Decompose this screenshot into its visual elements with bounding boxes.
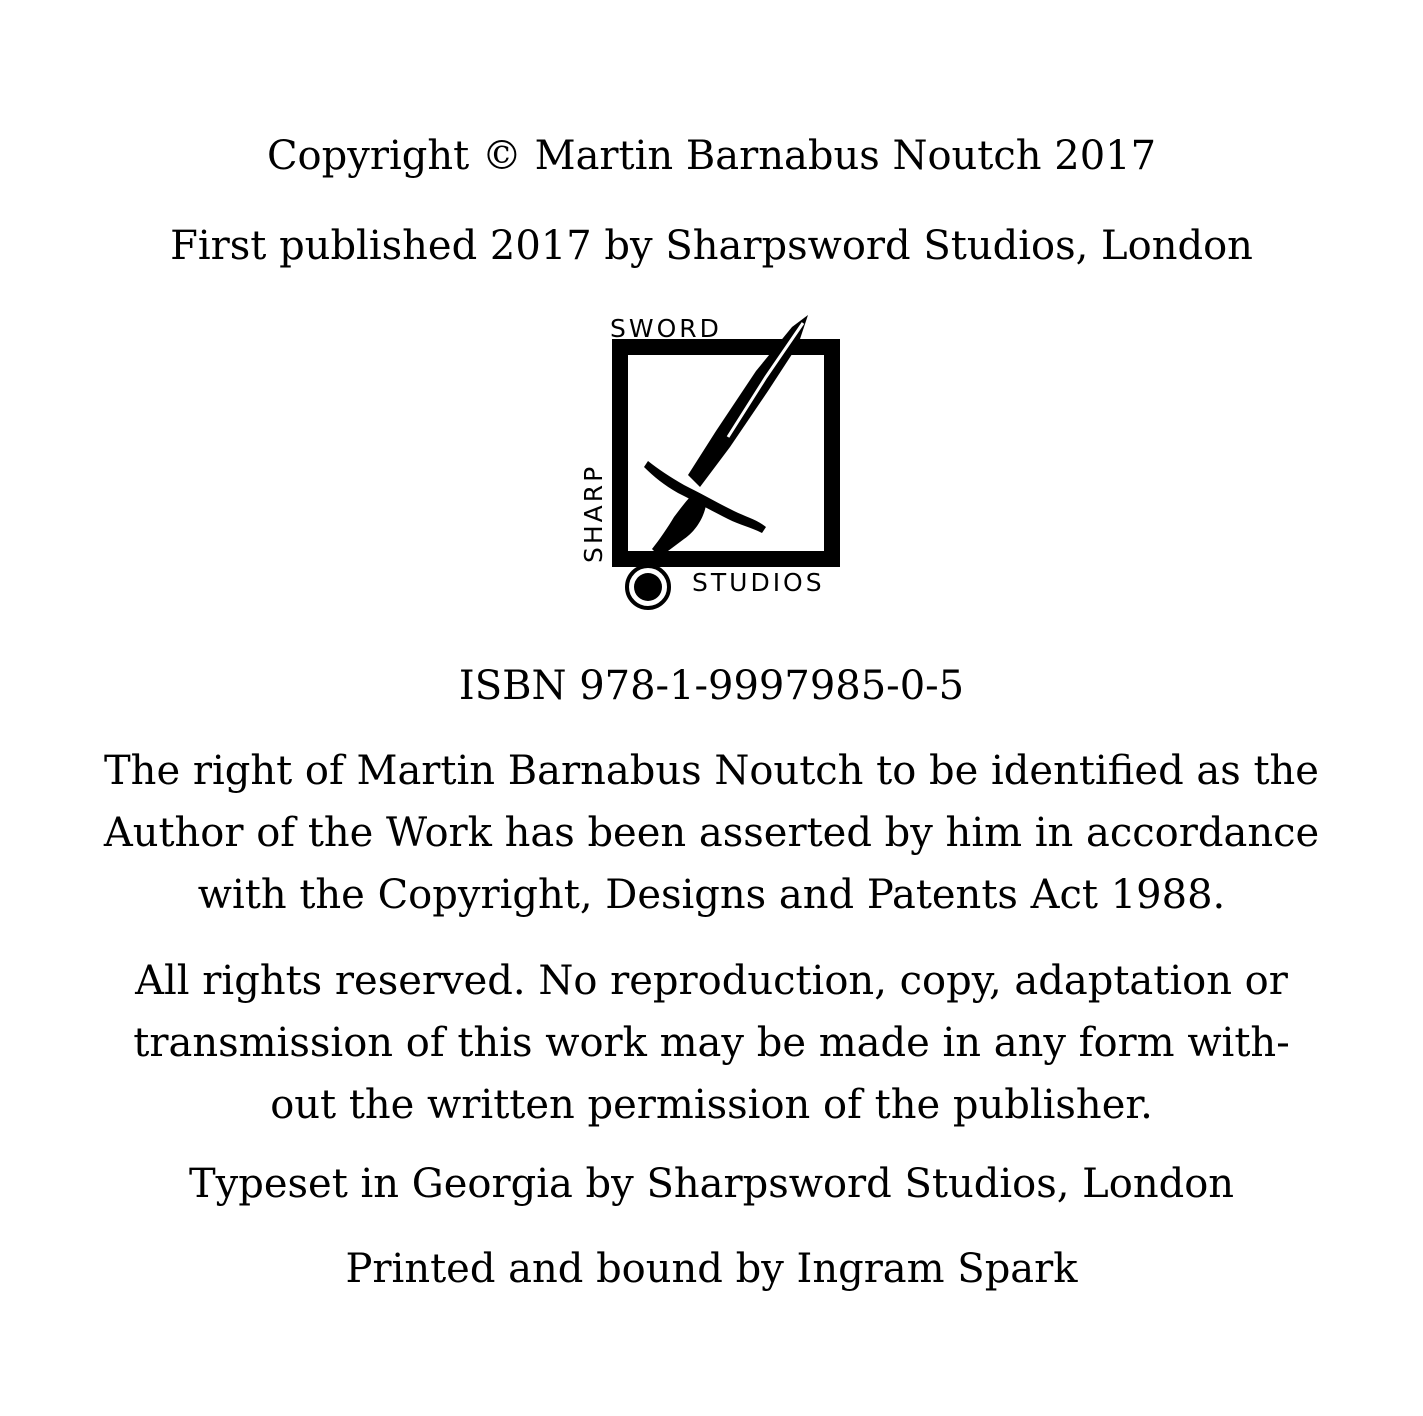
logo-side-text: SHARP: [579, 463, 608, 563]
rights-reserved-line: out the written permission of the publisher.: [270, 1082, 1153, 1128]
copyright-notice: Copyright © Martin Barnabus Noutch 2017: [266, 133, 1157, 179]
moral-rights-line: The right of Martin Barnabus Noutch to be identified as the: [104, 748, 1319, 794]
printer-line: Printed and bound by Ingram Spark: [345, 1246, 1078, 1292]
moral-rights-line: Author of the Work has been asserted by him in accordance: [103, 810, 1320, 856]
rights-reserved-line: transmission of this work may be made in any form with-: [133, 1020, 1290, 1066]
publisher-logo: [560, 305, 860, 615]
sword-handle: [652, 495, 706, 557]
logo-circle-dot: [634, 573, 662, 601]
rights-reserved-statement: [60, 950, 1363, 1136]
typeset-line: Typeset in Georgia by Sharpsword Studios, London: [188, 1161, 1235, 1207]
logo-top-text: SWORD: [610, 314, 722, 343]
publication-line: First published 2017 by Sharpsword Studios, London: [170, 223, 1253, 269]
isbn: ISBN 978-1-9997985-0-5: [458, 663, 965, 709]
rights-reserved-line: All rights reserved. No reproduction, copy, adaptation or: [135, 958, 1288, 1004]
moral-rights-statement: [60, 740, 1363, 926]
sword-icon: [560, 305, 860, 615]
logo-frame: [620, 347, 832, 559]
logo-bottom-text: STUDIOS: [692, 568, 825, 597]
moral-rights-line: with the Copyright, Designs and Patents Act 1988.: [197, 872, 1226, 918]
